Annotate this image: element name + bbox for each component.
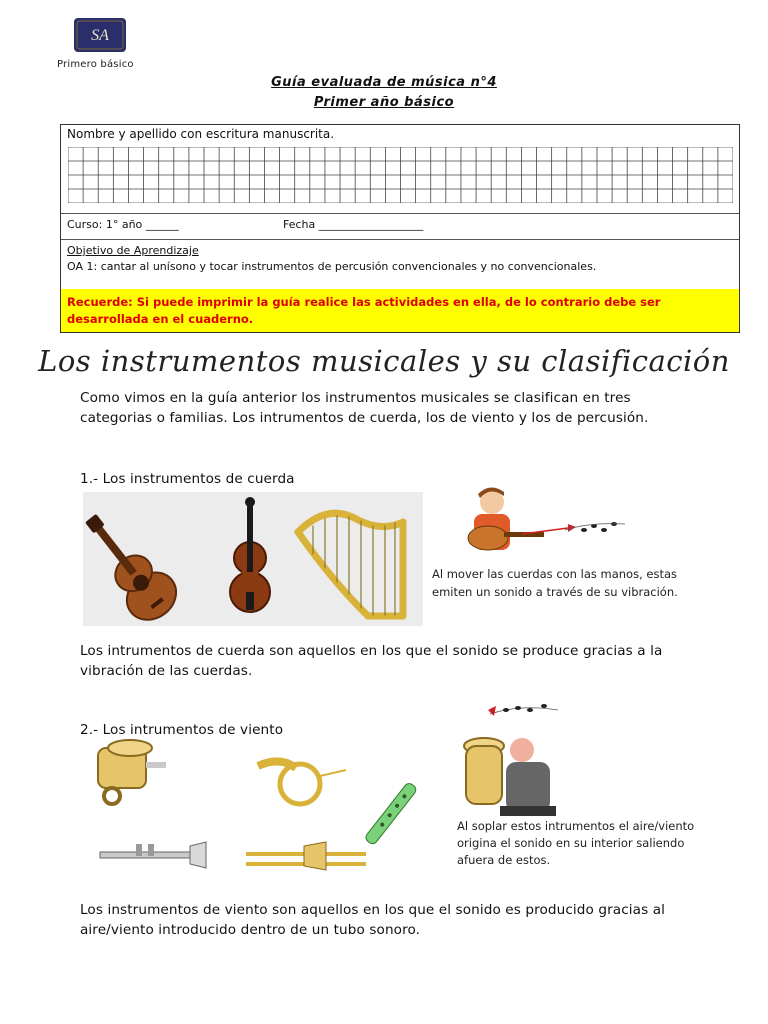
trumpet-icon <box>100 842 206 868</box>
guide-subtitle: Primer año básico <box>313 95 455 110</box>
handwriting-grid[interactable] <box>68 147 733 203</box>
school-logo <box>74 18 126 52</box>
winds-heading: 2.- Los intrumentos de viento <box>80 722 284 738</box>
winds-caption: Al soplar estos intrumentos el aire/viento origina el sonido en su interior saliendo afuera de estos. <box>457 819 695 867</box>
course-field[interactable]: Curso: 1° año ______ <box>67 218 179 231</box>
music-notes-icon <box>488 704 558 716</box>
man-tuba-image <box>460 702 560 820</box>
wind-instruments-image <box>90 738 450 876</box>
divider <box>61 239 739 240</box>
reminder-text: Recuerde: Si puede imprimir la guía realice las actividades en ella, de lo contrario debe ser desarrollada en el cuaderno. <box>67 295 661 326</box>
divider <box>61 213 739 214</box>
strings-paragraph: Los intrumentos de cuerda son aquellos en los que el sonido se produce gracias a la vibración de las cuerdas. <box>80 643 663 679</box>
student-info-box <box>60 124 740 333</box>
reminder-banner <box>61 289 739 332</box>
winds-paragraph: Los instrumentos de viento son aquellos en los que el sonido es producido gracias al aire/viento introducido dentro de un tubo sonoro. <box>80 902 666 938</box>
grade-label: Primero básico <box>57 59 134 70</box>
string-instruments-image <box>83 492 423 626</box>
objective-title: Objetivo de Aprendizaje <box>67 244 199 257</box>
date-field[interactable]: Fecha ___________________ <box>283 218 424 231</box>
strings-caption: Al mover las cuerdas con las manos, estas emiten un sonido a través de su vibración. <box>432 567 678 599</box>
logo-text: SA <box>91 27 109 44</box>
intro-paragraph: Como vimos en la guía anterior los instrumentos musicales se clasifican en tres categorias o familias. Los intrumentos de cuerda, los de viento y los de percusión. <box>80 390 649 426</box>
trombone-icon <box>246 842 366 870</box>
name-label: Nombre y apellido con escritura manuscrita. <box>67 127 335 141</box>
tuba-icon <box>98 740 166 804</box>
objective-text: OA 1: cantar al unísono y tocar instrumentos de percusión convencionales y no convencionales. <box>67 260 597 273</box>
section-title: Los instrumentos musicales y su clasificación <box>38 344 730 378</box>
boy-guitar-image <box>460 486 630 556</box>
guide-title: Guía evaluada de música n°4 <box>271 75 497 90</box>
recorder-icon <box>364 782 418 846</box>
french-horn-icon <box>258 761 346 804</box>
strings-heading: 1.- Los instrumentos de cuerda <box>80 471 295 487</box>
